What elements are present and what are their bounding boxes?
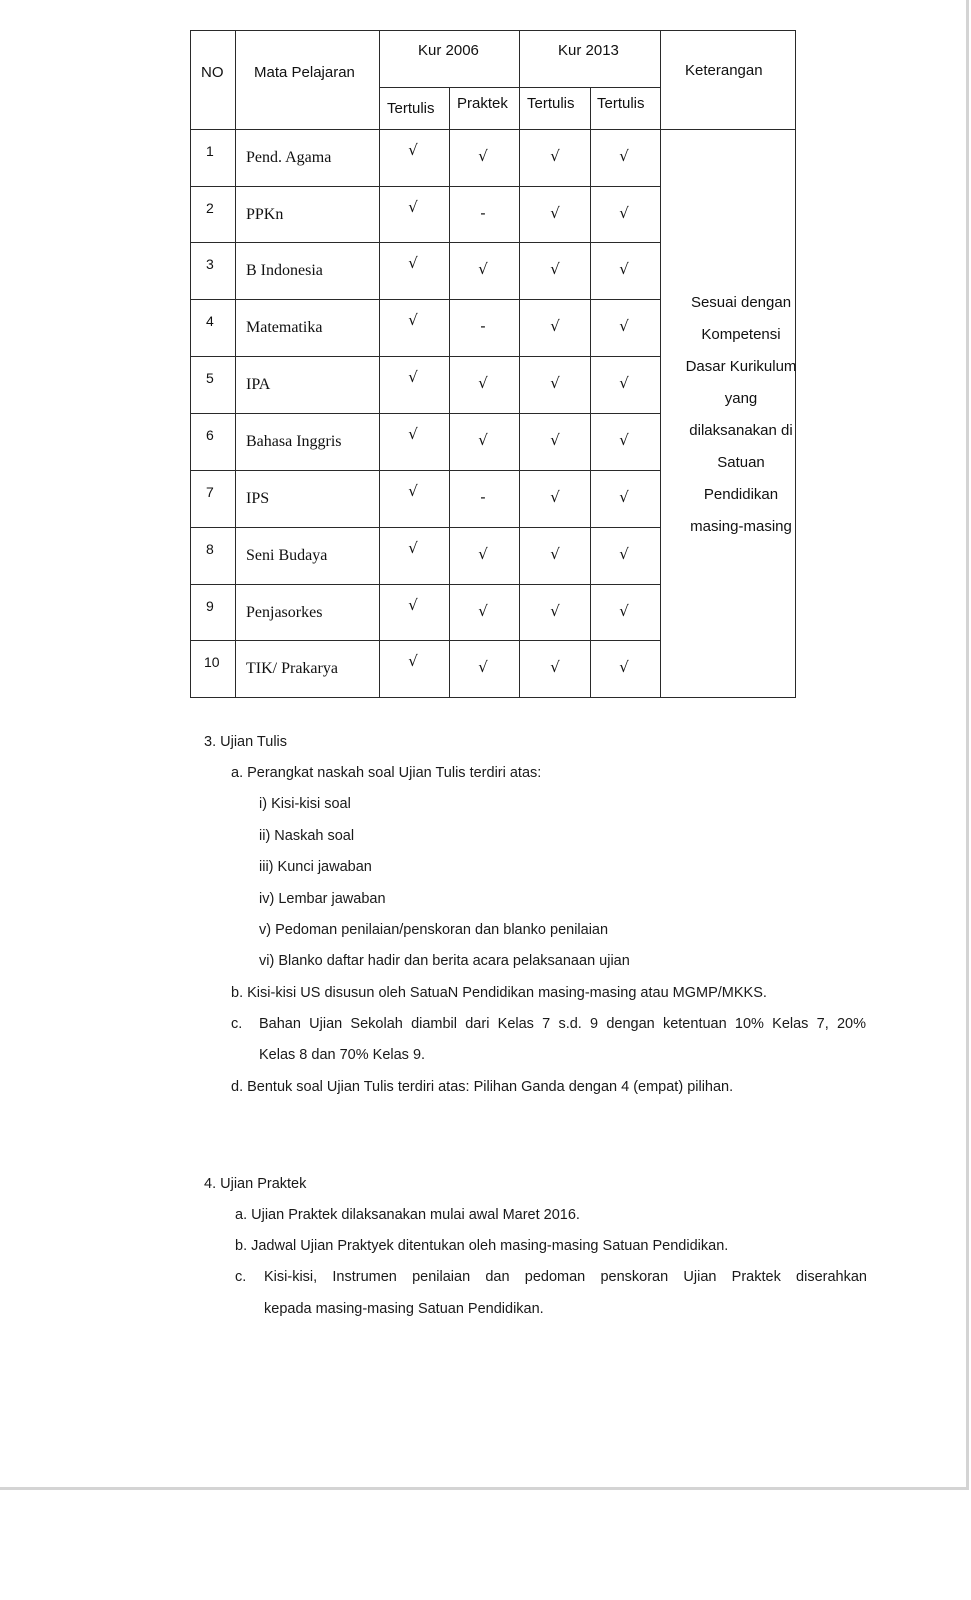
row-subject: PPKn — [246, 206, 284, 223]
mark-cell: √ — [550, 602, 560, 620]
mark-cell: - — [480, 488, 486, 506]
mark-cell: √ — [478, 260, 488, 278]
section-heading: 3. Ujian Tulis — [204, 734, 288, 750]
mark-cell: √ — [550, 374, 560, 392]
row-number: 8 — [206, 541, 214, 557]
mark-cell: √ — [478, 147, 488, 165]
header-no: NO — [201, 64, 224, 81]
mark-cell: √ — [408, 368, 418, 386]
list-item: kepada masing-masing Satuan Pendidikan. — [264, 1301, 544, 1317]
header-subject: Mata Pelajaran — [254, 64, 355, 81]
header-kur2006: Kur 2006 — [418, 42, 479, 59]
row-subject: Matematika — [246, 319, 323, 336]
row-subject: IPS — [246, 490, 270, 507]
list-item: vi) Blanko daftar hadir dan berita acara pelaksanaan ujian — [259, 953, 630, 969]
keterangan-text: Sesuai dengan Kompetensi Dasar Kurikulum yang dilaksanakan di Satuan Pendidikan masing-masing — [685, 294, 797, 535]
header-kur2013: Kur 2013 — [558, 42, 619, 59]
subheader-praktek-2006: Praktek — [457, 95, 508, 112]
mark-cell: √ — [619, 602, 629, 620]
row-subject: B Indonesia — [246, 262, 323, 279]
list-item: iii) Kunci jawaban — [259, 859, 372, 875]
subheader-tertulis-2006: Tertulis — [387, 100, 435, 117]
mark-cell: - — [480, 204, 486, 222]
list-item: Bahan Ujian Sekolah diambil dari Kelas 7 s.d. 9 dengan ketentuan 10% Kelas 7, 20% — [259, 1016, 866, 1032]
row-number: 1 — [206, 143, 214, 159]
row-subject: Pend. Agama — [246, 149, 332, 166]
mark-cell: √ — [408, 425, 418, 443]
list-item-label: c. — [235, 1269, 247, 1285]
mark-cell: √ — [550, 204, 560, 222]
row-subject: Penjasorkes — [246, 604, 323, 621]
list-item-label: c. — [231, 1016, 243, 1032]
mark-cell: √ — [408, 141, 418, 159]
mark-cell: √ — [550, 545, 560, 563]
header-keterangan: Keterangan — [685, 62, 763, 79]
mark-cell: √ — [408, 198, 418, 216]
row-number: 9 — [206, 598, 214, 614]
mark-cell: √ — [550, 488, 560, 506]
mark-cell: √ — [478, 602, 488, 620]
mark-cell: √ — [408, 652, 418, 670]
mark-cell: √ — [408, 254, 418, 272]
mark-cell: √ — [408, 596, 418, 614]
row-number: 5 — [206, 370, 214, 386]
list-item: i) Kisi-kisi soal — [259, 796, 351, 812]
mark-cell: √ — [408, 482, 418, 500]
row-subject: TIK/ Prakarya — [246, 660, 338, 677]
mark-cell: √ — [478, 431, 488, 449]
mark-cell: √ — [550, 658, 560, 676]
mark-cell: √ — [550, 260, 560, 278]
row-subject: IPA — [246, 376, 271, 393]
mark-cell: √ — [550, 317, 560, 335]
mark-cell: - — [480, 317, 486, 335]
mark-cell: √ — [619, 260, 629, 278]
list-item: ii) Naskah soal — [259, 828, 355, 844]
mark-cell: √ — [619, 204, 629, 222]
list-item: v) Pedoman penilaian/penskoran dan blanko penilaian — [259, 922, 609, 938]
row-number: 4 — [206, 313, 214, 329]
list-item: a. Perangkat naskah soal Ujian Tulis terdiri atas: — [231, 765, 542, 781]
row-number: 7 — [206, 484, 214, 500]
mark-cell: √ — [408, 311, 418, 329]
row-number: 2 — [206, 200, 214, 216]
mark-cell: √ — [408, 539, 418, 557]
mark-cell: √ — [619, 147, 629, 165]
list-item: b. Kisi-kisi US disusun oleh SatuaN Pendidikan masing-masing atau MGMP/MKKS. — [231, 985, 767, 1001]
list-item: a. Ujian Praktek dilaksanakan mulai awal Maret 2016. — [235, 1207, 580, 1223]
mark-cell: √ — [619, 374, 629, 392]
mark-cell: √ — [478, 374, 488, 392]
section-heading: 4. Ujian Praktek — [204, 1176, 307, 1192]
mark-cell: √ — [550, 431, 560, 449]
row-number: 3 — [206, 256, 214, 272]
subheader-tertulis-2013b: Tertulis — [597, 95, 645, 112]
mark-cell: √ — [550, 147, 560, 165]
mark-cell: √ — [619, 431, 629, 449]
list-item: b. Jadwal Ujian Praktyek ditentukan oleh masing-masing Satuan Pendidikan. — [235, 1238, 729, 1254]
list-item: Kisi-kisi, Instrumen penilaian dan pedoman penskoran Ujian Praktek diserahkan — [264, 1269, 867, 1285]
list-item: iv) Lembar jawaban — [259, 891, 386, 907]
list-item: d. Bentuk soal Ujian Tulis terdiri atas: Pilihan Ganda dengan 4 (empat) pilihan. — [231, 1079, 734, 1095]
mark-cell: √ — [619, 488, 629, 506]
subheader-tertulis-2013a: Tertulis — [527, 95, 575, 112]
row-subject: Seni Budaya — [246, 547, 328, 564]
row-number: 6 — [206, 427, 214, 443]
row-subject: Bahasa Inggris — [246, 433, 342, 450]
mark-cell: √ — [619, 545, 629, 563]
mark-cell: √ — [619, 658, 629, 676]
list-item: Kelas 8 dan 70% Kelas 9. — [259, 1047, 426, 1063]
mark-cell: √ — [619, 317, 629, 335]
row-number: 10 — [204, 654, 220, 670]
mark-cell: √ — [478, 658, 488, 676]
mark-cell: √ — [478, 545, 488, 563]
